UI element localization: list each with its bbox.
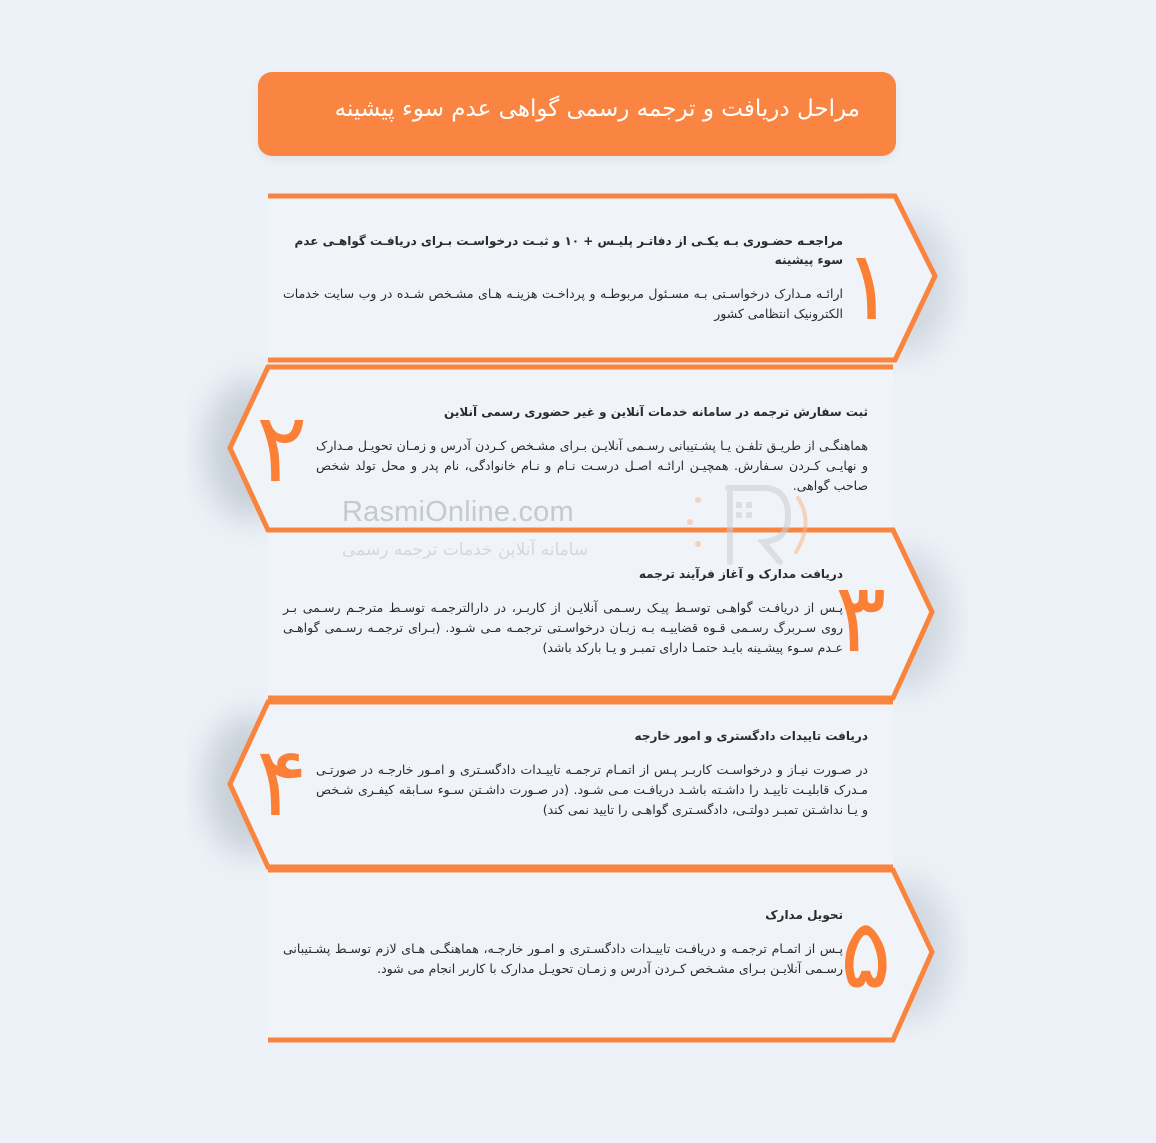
step-2-number: ۲: [256, 392, 308, 504]
step-3-body: پـس از دریافـت گواهـی توسـط پیـک رسـمی آنلایـن از کاربـر، در دارالترجمـه توسـط مترجـم رسـمی بـر روی سـربرگ رسـمی قـوه قضاییـه بـه زبـان درخواسـتی ترجمـه مـی شـود. (بـرای ترجمـه رسـمی گواهـی عـدم سـوء پیشـینه بایـد حتمـا دارای تمبـر و یـا بارکد باشد): [283, 600, 843, 655]
step-2-body: هماهنگـی از طریـق تلفـن یـا پشـتیبانی رسـمی آنلایـن بـرای مشـخص کـردن آدرس و زمـان تحویـل مـدارک و نهایـی کـردن سـفارش. همچیـن ارائـه اصـل درسـت نـام و نـام خانوادگی، نام پدر و محل تولد شخص صاحب گواهی.: [316, 438, 868, 493]
watermark-brand: RasmiOnline.com: [342, 496, 574, 528]
step-1-body: ارائـه مـدارک درخواسـتی بـه مسـئول مربوطـه و پرداخـت هزینـه هـای مشـخص شـده در وب سایت خدمات الکترونیک انتظامی کشور: [283, 286, 843, 321]
watermark-tagline: سامانه آنلاین خدمات ترجمه رسمی: [342, 540, 589, 560]
step-5-body: پـس از اتمـام ترجمـه و دریافـت تاییـدات دادگسـتری و امـور خارجـه، هماهنگـی هـای لازم توسـط پشـتیبانی رسـمی آنلایـن بـرای مشـخص کـردن آدرس و زمـان تحویـل مدارک با کاربر انجام می شود.: [283, 941, 843, 976]
step-1: [283, 232, 843, 324]
step-3: [283, 565, 843, 658]
step-2-heading: ثبت سفارش ترجمه در سامانه خدمات آنلاین و غیر حضوری رسمی آنلاین: [444, 405, 868, 419]
step-3-heading: دریافت مدارک و آغاز فرآیند ترجمه: [638, 567, 843, 581]
step-5-number: ۵: [840, 898, 892, 1010]
page-title: مراحل دریافت و ترجمه رسمی گواهی عدم سوء پیشینه: [334, 96, 860, 122]
step-1-number: ۱: [843, 230, 895, 342]
step-4-number: ۴: [256, 726, 308, 838]
step-5: [283, 906, 843, 979]
title-banner: [258, 72, 896, 156]
r-logo-icon: [668, 478, 818, 568]
step-4: [316, 727, 868, 820]
step-5-heading: تحویل مدارک: [765, 908, 843, 922]
step-4-body: در صـورت نیـاز و درخواسـت کاربـر پـس از اتمـام ترجمـه تاییـدات دادگسـتری و امـور خارجـه در صورتـی مـدرک قابلیـت تاییـد را داشـته باشـد دریافـت مـی شـود. (در صـورت داشـتن سـوء سـابقه کیفـری شـخص و یـا نداشـتن تمبـر دولتـی، دادگسـتری گواهـی را تایید نمی کند): [316, 762, 868, 817]
step-1-heading: مراجعـه حضـوری بـه یکـی از دفاتـر پلیـس + ۱۰ و ثبـت درخواسـت بـرای دریافـت گواهـی عدم سوء پیشینه: [294, 234, 843, 267]
step-4-heading: دریافت تاییدات دادگستری و امور خارجه: [634, 729, 868, 743]
step-3-number: ۳: [835, 562, 887, 674]
